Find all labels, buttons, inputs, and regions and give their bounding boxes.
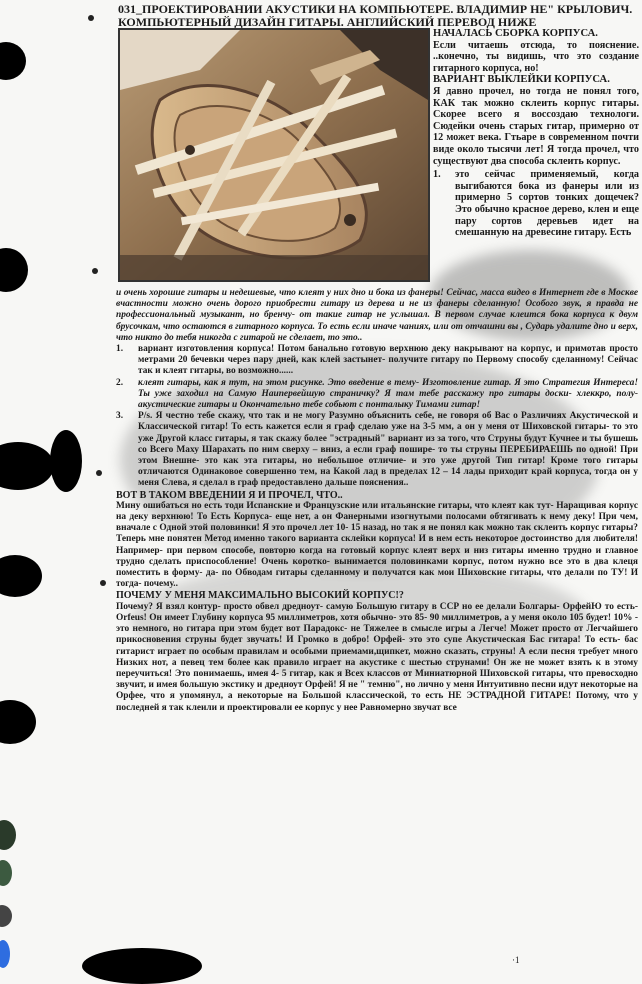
list-text: P/s. Я честно тебе скажу, что так и не могу Разумно объяснить себе, не говоря об Вас о Различиях Акустической и Классической гитар! То есть кажется если я граф сделаю уже на 3-5 мм, а он у меня от Шиховской гитары- то это уже Другой класс гитары, я так скажу более "эстрадный" вариант из за того, что Струны будут Кучнее и ты бушешь со Всего Маху Шарахать по ним сверху – вниз, а если граф пошире- то ты струны ПЕРЕБИРАЕШЬ по одной! При этом Внешне- это как эта гитары, но небольшое отличие- и это уже другой Тип гитар! Кроме того гитары отличаются Одинаковое совершенно тем, на Какой лад в пределах 12 – 14 лады приходит край корпуса, тогда он у меня Слева, я сделал в граф предоставлено дальше пояснения..	[138, 411, 638, 489]
binder-hole	[0, 555, 42, 597]
binder-hole	[0, 820, 16, 850]
margin-dot	[96, 470, 102, 476]
binder-hole	[82, 948, 202, 984]
paragraph: и очень хорошие гитары и недешевые, что клеят у них дно и бока из фанеры! Сейчас, масса видео в Интернет где в Москве вчастности можно очень дорого приобрести гитару из дерева и не из фанеры сделанную! Особого звук, я правда не профессиональный музыкант, но бренчу- от такие гитар не услышал. В первом случае клеится бока корпуса к двум брусочкам, что остаются в гитарного корпуса. То есть если иначе чаниях, или от отчашни вы , Сударь удалите дно и верх, что никто до тебя никогда с гитарой не сделает, то это..	[116, 288, 638, 343]
binder-hole	[0, 248, 28, 292]
header-line-2: КОМПЬЮТЕРНЫЙ ДИЗАЙН ГИТАРЫ. АНГЛИЙСКИЙ ПЕРЕВОД НИЖЕ	[118, 15, 537, 29]
binder-hole	[0, 442, 54, 490]
binder-hole	[50, 430, 82, 492]
binder-hole	[0, 700, 36, 744]
page-number: ·1	[512, 955, 520, 965]
binder-hole	[0, 940, 10, 968]
list-text: вариант изготовления корпуса! Потом банально готовую верхнюю деку накрывают на корпус, и примотав просто метрами 20 бечевки через пару дней, как клей застынет- получите гитару по Первому способу сделанному! Сейчас так и клеят гитары, во возможно......	[138, 344, 638, 377]
list-number: 1.	[433, 169, 441, 181]
header-line-1: 031_ПРОЕКТИРОВАНИИ АКУСТИКИ НА КОМПЬЮТЕРЕ. ВЛАДИМИР НЕ" КРЫЛОВИЧ.	[118, 2, 633, 16]
paragraph: Мину ошибаться но есть тоди Испанские и Французские или итальянские гитары, что клеят как тут- Наращивая корпус на деку верхнюю! То Есть Корпуса- еще нет, а он Фанерными изогнутыми полосами обтягивать к нему деку! При чем, вначале с Одной этой половинки! Я это прочел лет 10- 15 назад, но так я не понял как можно так склеить корпус гитары? Теперь мне понятен Метод именно такого варианта склейки корпуса! И в нем есть некоторое достоинство для любителя! Например- при первом способе, повторю когда на готовый корпус клеят верх и низ гитары именно трудно и главное трудно сделать приспособление! Очень коротко- вынимается половинками корпус, потом нужно все это в два клеця поместить в форму- да- по Обводам гитары сделанному и получатся как мои Шиховские гитары, что делали по ТУ! И тогда- почему..	[116, 500, 638, 590]
margin-dot	[100, 580, 106, 586]
right-column	[433, 28, 639, 239]
section-heading: ВАРИАНТ ВЫКЛЕЙКИ КОРПУСА.	[433, 74, 610, 86]
margin-dot	[92, 268, 98, 274]
photo-illustration	[120, 30, 428, 280]
list-item	[116, 378, 638, 412]
section-heading: ВОТ В ТАКОМ ВВЕДЕНИИ Я И ПРОЧЕЛ, ЧТО..	[116, 489, 343, 501]
section-heading: ПОЧЕМУ У МЕНЯ МАКСИМАЛЬНО ВЫСОКИЙ КОРПУС!?	[116, 590, 404, 602]
paragraph: Я давно прочел, но тогда не понял того, КАК так можно склеить корпус гитары. Скорее всего я воссоздаю технологи. Сюдейки очень старых гитар, примерно от 12 может века. Гтьаре в современном почти виде около тысячи лет! Я тогда прочел, что существуют два способа склеить корпус.	[433, 85, 639, 167]
list-text: клеят гитары, как я тут, на этом рисунке. Это введение в тему- Изготовление гитар. Я это Стратегия Интереса! Ты уже заходил на Самую Наипервейшую страничку? Я там тебе расскажу про гитары доски- хлеккро, полу- акустические гитары и Окончательно тебе собьют с понталыку Тимами гитар!	[138, 377, 638, 411]
list-item	[116, 411, 638, 489]
binder-hole	[0, 42, 26, 80]
margin-dot	[88, 15, 94, 21]
main-body	[116, 288, 638, 714]
page-header	[118, 3, 638, 29]
section-heading: НАЧАЛАСЬ СБОРКА КОРПУСА.	[433, 28, 598, 39]
binder-hole	[0, 905, 12, 927]
binder-hole	[0, 860, 12, 886]
list-item	[433, 169, 639, 239]
paragraph: Почему? Я взял контур- просто обвел дредноут- самую Большую гитару в ССР но ее делали Болгары- ОрфейЮ то есть- Orfeus! Он имеет Глубину корпуса 95 миллиметров, хотя обычно- это 85- 90 миллиметров, а у меня около 105 будет! 10% - это немного, но гитара при этом будет вот Парадокс- не Тяжелее в смысле игры а Легче! Может просто от Легчайшего прикосновения струны будет звучать! И Громко в добро! Орфей- это это супе Акустическая Бас гитара! То есть- бас гитарист играет по особым правилам и особыми приемами,щипкет, можно сказать, струны! А если песня требует много Низких нот, а певец тем более как правило играет на акустике с шестью струнами! Он же не может взять к в этому переучиться! Это понимаешь, имея 4- 5 гитар, как я Всех классов от Миниатюрной Шиховской гитары, что превосходно звучит, и имея большую экстику и дредноут Орфей! Я не " темню", но лично у меня Интуитивно песни идут некоторые на Орфее, что я упомянул, а некоторые на Большой классической, то есть НЕ ЭСТРАДНОЙ ГИТАРЕ! Потому, что у последней я так клеили и проектировали ее корпус у нее Равномерно звучат все	[116, 601, 638, 713]
list-number: 3.	[116, 411, 124, 422]
list-text: это сейчас применяемый, когда выгибаются бока из фанеры или из примерно 5 сортов тонких дощечек? Это обычно красное дерево, клен и еще пару сортов деревьев идет на смешанную на древесине гитару. Есть	[455, 169, 639, 239]
guitar-body-photo	[118, 28, 430, 282]
list-number: 2.	[116, 377, 124, 388]
list-item	[116, 344, 638, 378]
list-number: 1.	[116, 344, 124, 355]
paragraph: Если читаешь отсюда, то пояснение. ..конечно, ты видишь, что это создание гитарного корпуса, но!	[433, 39, 639, 74]
